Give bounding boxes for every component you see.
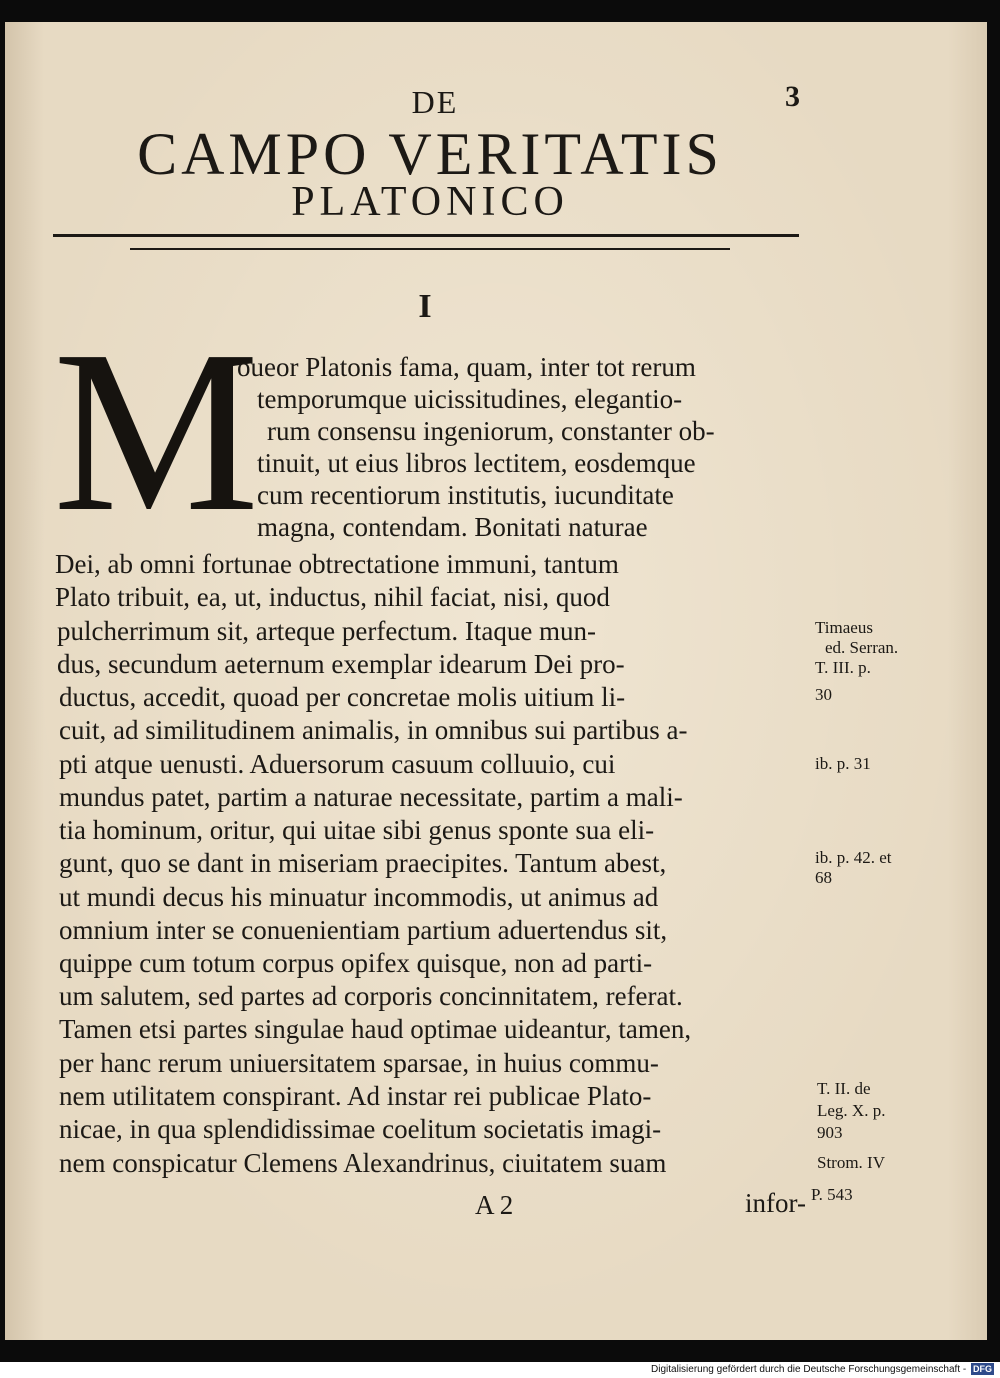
title-rule-thin bbox=[130, 248, 730, 250]
body-line: quippe cum totum corpus opifex quisque, non ad parti- bbox=[59, 948, 653, 978]
body-line: pulcherrimum sit, arteque perfectum. Itaque mun- bbox=[57, 616, 597, 646]
body-line: Plato tribuit, ea, ut, inductus, nihil faciat, nisi, quod bbox=[55, 582, 610, 612]
margin-note: Timaeus bbox=[815, 618, 873, 637]
book-page bbox=[5, 22, 987, 1340]
body-line: oueor Platonis fama, quam, inter tot rerum bbox=[237, 352, 696, 382]
body-line: tia hominum, oritur, qui uitae sibi genus sponte sua eli- bbox=[59, 815, 655, 845]
body-line: magna, contendam. Bonitati naturae bbox=[257, 512, 648, 542]
body-line: temporumque uicissitudines, elegantio- bbox=[257, 384, 683, 414]
title-de: DE bbox=[411, 84, 459, 120]
section-number: I bbox=[418, 288, 432, 325]
margin-note: Leg. X. p. bbox=[817, 1101, 886, 1120]
title-campo-veritatis: CAMPO VERITATIS bbox=[137, 121, 723, 187]
page-number: 3 bbox=[785, 80, 800, 113]
margin-note: ed. Serran. bbox=[825, 638, 899, 657]
body-line: Tamen etsi partes singulae haud optimae uideantur, tamen, bbox=[59, 1014, 692, 1044]
margin-note: ib. p. 31 bbox=[815, 754, 871, 773]
margin-note: Strom. IV bbox=[817, 1153, 885, 1172]
credit-text: Digitalisierung gefördert durch die Deutsche Forschungsgemeinschaft - bbox=[651, 1364, 967, 1375]
margin-note: T. II. de bbox=[817, 1079, 871, 1098]
margin-note: ib. p. 42. et bbox=[815, 848, 892, 867]
title-rule-thick bbox=[53, 234, 799, 237]
body-line: ut mundi decus his minuatur incommodis, ut animus ad bbox=[59, 882, 659, 912]
body-line: per hanc rerum uniuersitatem sparsae, in huius commu- bbox=[59, 1048, 659, 1078]
body-line: tinuit, ut eius libros lectitem, eosdemque bbox=[257, 448, 696, 478]
body-line: nem utilitatem conspirant. Ad instar rei publicae Plato- bbox=[59, 1081, 652, 1111]
body-line: ductus, accedit, quoad per concretae molis uitium li- bbox=[59, 682, 626, 712]
body-line: pti atque uenusti. Aduersorum casuum colluuio, cui bbox=[59, 749, 616, 779]
margin-note: 68 bbox=[815, 868, 832, 887]
body-line: dus, secundum aeternum exemplar idearum Dei pro- bbox=[57, 649, 625, 679]
body-line: omnium inter se conuenientiam partium aduertendus sit, bbox=[59, 915, 668, 945]
body-line: cuit, ad similitudinem animalis, in omnibus sui partibus a- bbox=[59, 715, 688, 745]
margin-note: T. III. p. bbox=[815, 658, 871, 677]
body-line: rum consensu ingeniorum, constanter ob- bbox=[267, 416, 715, 446]
body-line: mundus patet, partim a naturae necessitate, partim a mali- bbox=[59, 782, 683, 812]
margin-note: 30 bbox=[815, 685, 832, 704]
drop-cap: M bbox=[53, 303, 260, 560]
title-platonico: PLATONICO bbox=[291, 179, 569, 225]
body-line: um salutem, sed partes ad corporis concinnitatem, referat. bbox=[59, 981, 683, 1011]
body-line: nem conspicatur Clemens Alexandrinus, ciuitatem suam bbox=[59, 1148, 667, 1178]
dfg-logo: DFG bbox=[973, 1364, 992, 1374]
digitization-credit bbox=[600, 1362, 994, 1378]
body-line: gunt, quo se dant in miseriam praecipites. Tantum abest, bbox=[59, 848, 667, 878]
catchword: infor- bbox=[745, 1188, 806, 1218]
margin-note: 903 bbox=[817, 1123, 843, 1142]
signature-mark: A 2 bbox=[475, 1190, 514, 1220]
body-line: cum recentiorum institutis, iucunditate bbox=[257, 480, 674, 510]
body-line: Dei, ab omni fortunae obtrectatione immuni, tantum bbox=[55, 549, 619, 579]
margin-note: P. 543 bbox=[811, 1185, 853, 1204]
body-line: nicae, in qua splendidissimae coelitum societatis imagi- bbox=[59, 1114, 662, 1144]
